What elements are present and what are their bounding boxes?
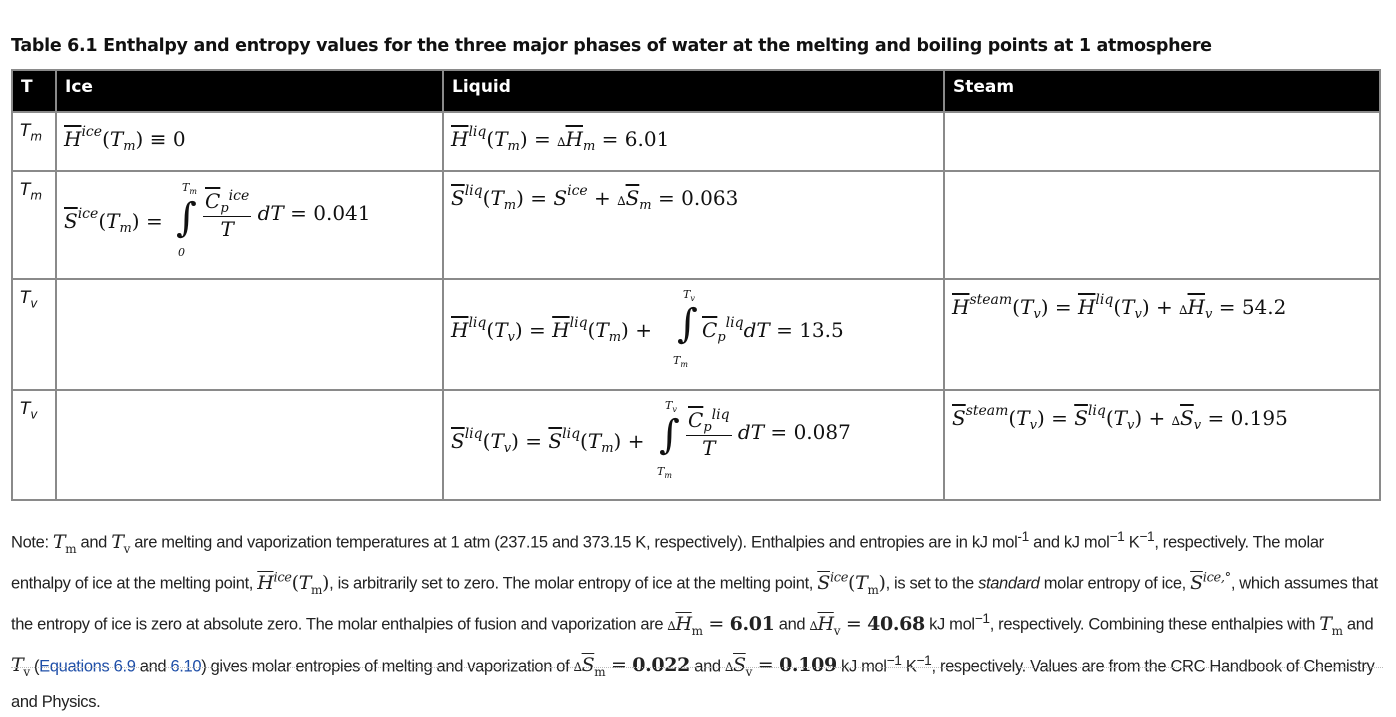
temp-cell: $T_m$ (12, 171, 56, 279)
table-header-row (12, 70, 1380, 112)
table-caption: Table 6.1 Enthalpy and entropy values for the three major phases of water at the melting and boiling points at 1 atmosphere (11, 36, 1212, 56)
steam-entropy-cell: $\overline{S}^{steam}(T_v) = \overline{S}^{liq}(T_v) + \Delta\overline{S}_v = 0.195$ (944, 390, 1380, 500)
steam-empty-cell (944, 112, 1380, 171)
header-ice: Ice (56, 70, 443, 112)
ice-empty-cell (56, 279, 443, 390)
table-row (12, 112, 1380, 171)
table-row (12, 390, 1380, 500)
steam-empty-cell (944, 171, 1380, 279)
equation-link-6-9[interactable]: Equations 6.9 (39, 657, 136, 676)
table-row (12, 279, 1380, 390)
header-t: T (12, 70, 56, 112)
ice-entropy-cell: $\overline{S}^{ice}(T_m)$ = $T_m$ ∫ 0 $\frac{\overline{C}_p^{ice}}{T}$ dT = 0.041 (56, 171, 443, 279)
liquid-enthalpy-tv-cell: $\overline{H}^{liq}(T_v) = \overline{H}^{liq}(T_m)$ + $T_v$ ∫ $T_m$ $\overline{C}_p^{liq}dT = 13.5$ (443, 279, 944, 390)
table-row (12, 171, 1380, 279)
liquid-enthalpy-cell: $\overline{H}^{liq}(T_m) = \Delta\overline{H}_m = 6.01$ (443, 112, 944, 171)
liquid-entropy-tv-cell: $\overline{S}^{liq}(T_v) = \overline{S}^{liq}(T_m)$ + $T_v$ ∫ $T_m$ $\frac{\overline{C}_p^{liq}}{T}$ dT = 0.087 (443, 390, 944, 500)
header-steam: Steam (944, 70, 1380, 112)
data-table (11, 69, 1381, 501)
liquid-entropy-cell: $\overline{S}^{liq}(T_m) = S^{ice} + \Delta\overline{S}_m = 0.063$ (443, 171, 944, 279)
temp-cell: $T_m$ (12, 112, 56, 171)
ice-empty-cell (56, 390, 443, 500)
steam-enthalpy-cell: $\overline{H}^{steam}(T_v) = \overline{H}^{liq}(T_v) + \Delta\overline{H}_v = 54.2$ (944, 279, 1380, 390)
ice-enthalpy-cell: $\overline{H}^{ice}(T_m) \equiv 0$ (56, 112, 443, 171)
header-liquid: Liquid (443, 70, 944, 112)
temp-cell: $T_v$ (12, 390, 56, 500)
table-note: Note: $T_m$ and $T_v$ are melting and vaporization temperatures at 1 atm (237.15 and 373.15 K, respectively). Enthalpies and entropies are in kJ mol$^{-1}$ and kJ mol$^{-1}$ $K^{-1}$, respectively. The molar enthalpy of ice at the melting point, $\overline{H}^{ice}(T_m)$, is arbitrarily set to zero. The molar entropy of ice at the melting point, $\overline{S}^{ice}(T_m)$, is set to the standard molar entropy of ice, $\overline{S}^{ice,^\circ}$, which assumes that the entropy of ice is zero at absolute zero. The molar enthalpies of fusion and vaporization are $\Delta\overline{H}_m = 6.01$ and $\Delta\overline{H}_v = 40.68$ kJ mol$^{-1}$, respectively. Combining these enthalpies with $T_m$ and $T_v$ (Equations 6.9 and 6.10) gives molar entropies of melting and vaporization of $\Delta\overline{S}_m = 0.022$ and $\Delta\overline{S}_v = 0.109$ kJ mol$^{-1}$ $K^{-1}$, respectively. Values are from the CRC Handbook of Chemistry and Physics. (11, 529, 1378, 712)
bottom-divider (11, 667, 1383, 668)
temp-cell: $T_v$ (12, 279, 56, 390)
equation-link-6-10[interactable]: 6.10 (170, 657, 202, 676)
